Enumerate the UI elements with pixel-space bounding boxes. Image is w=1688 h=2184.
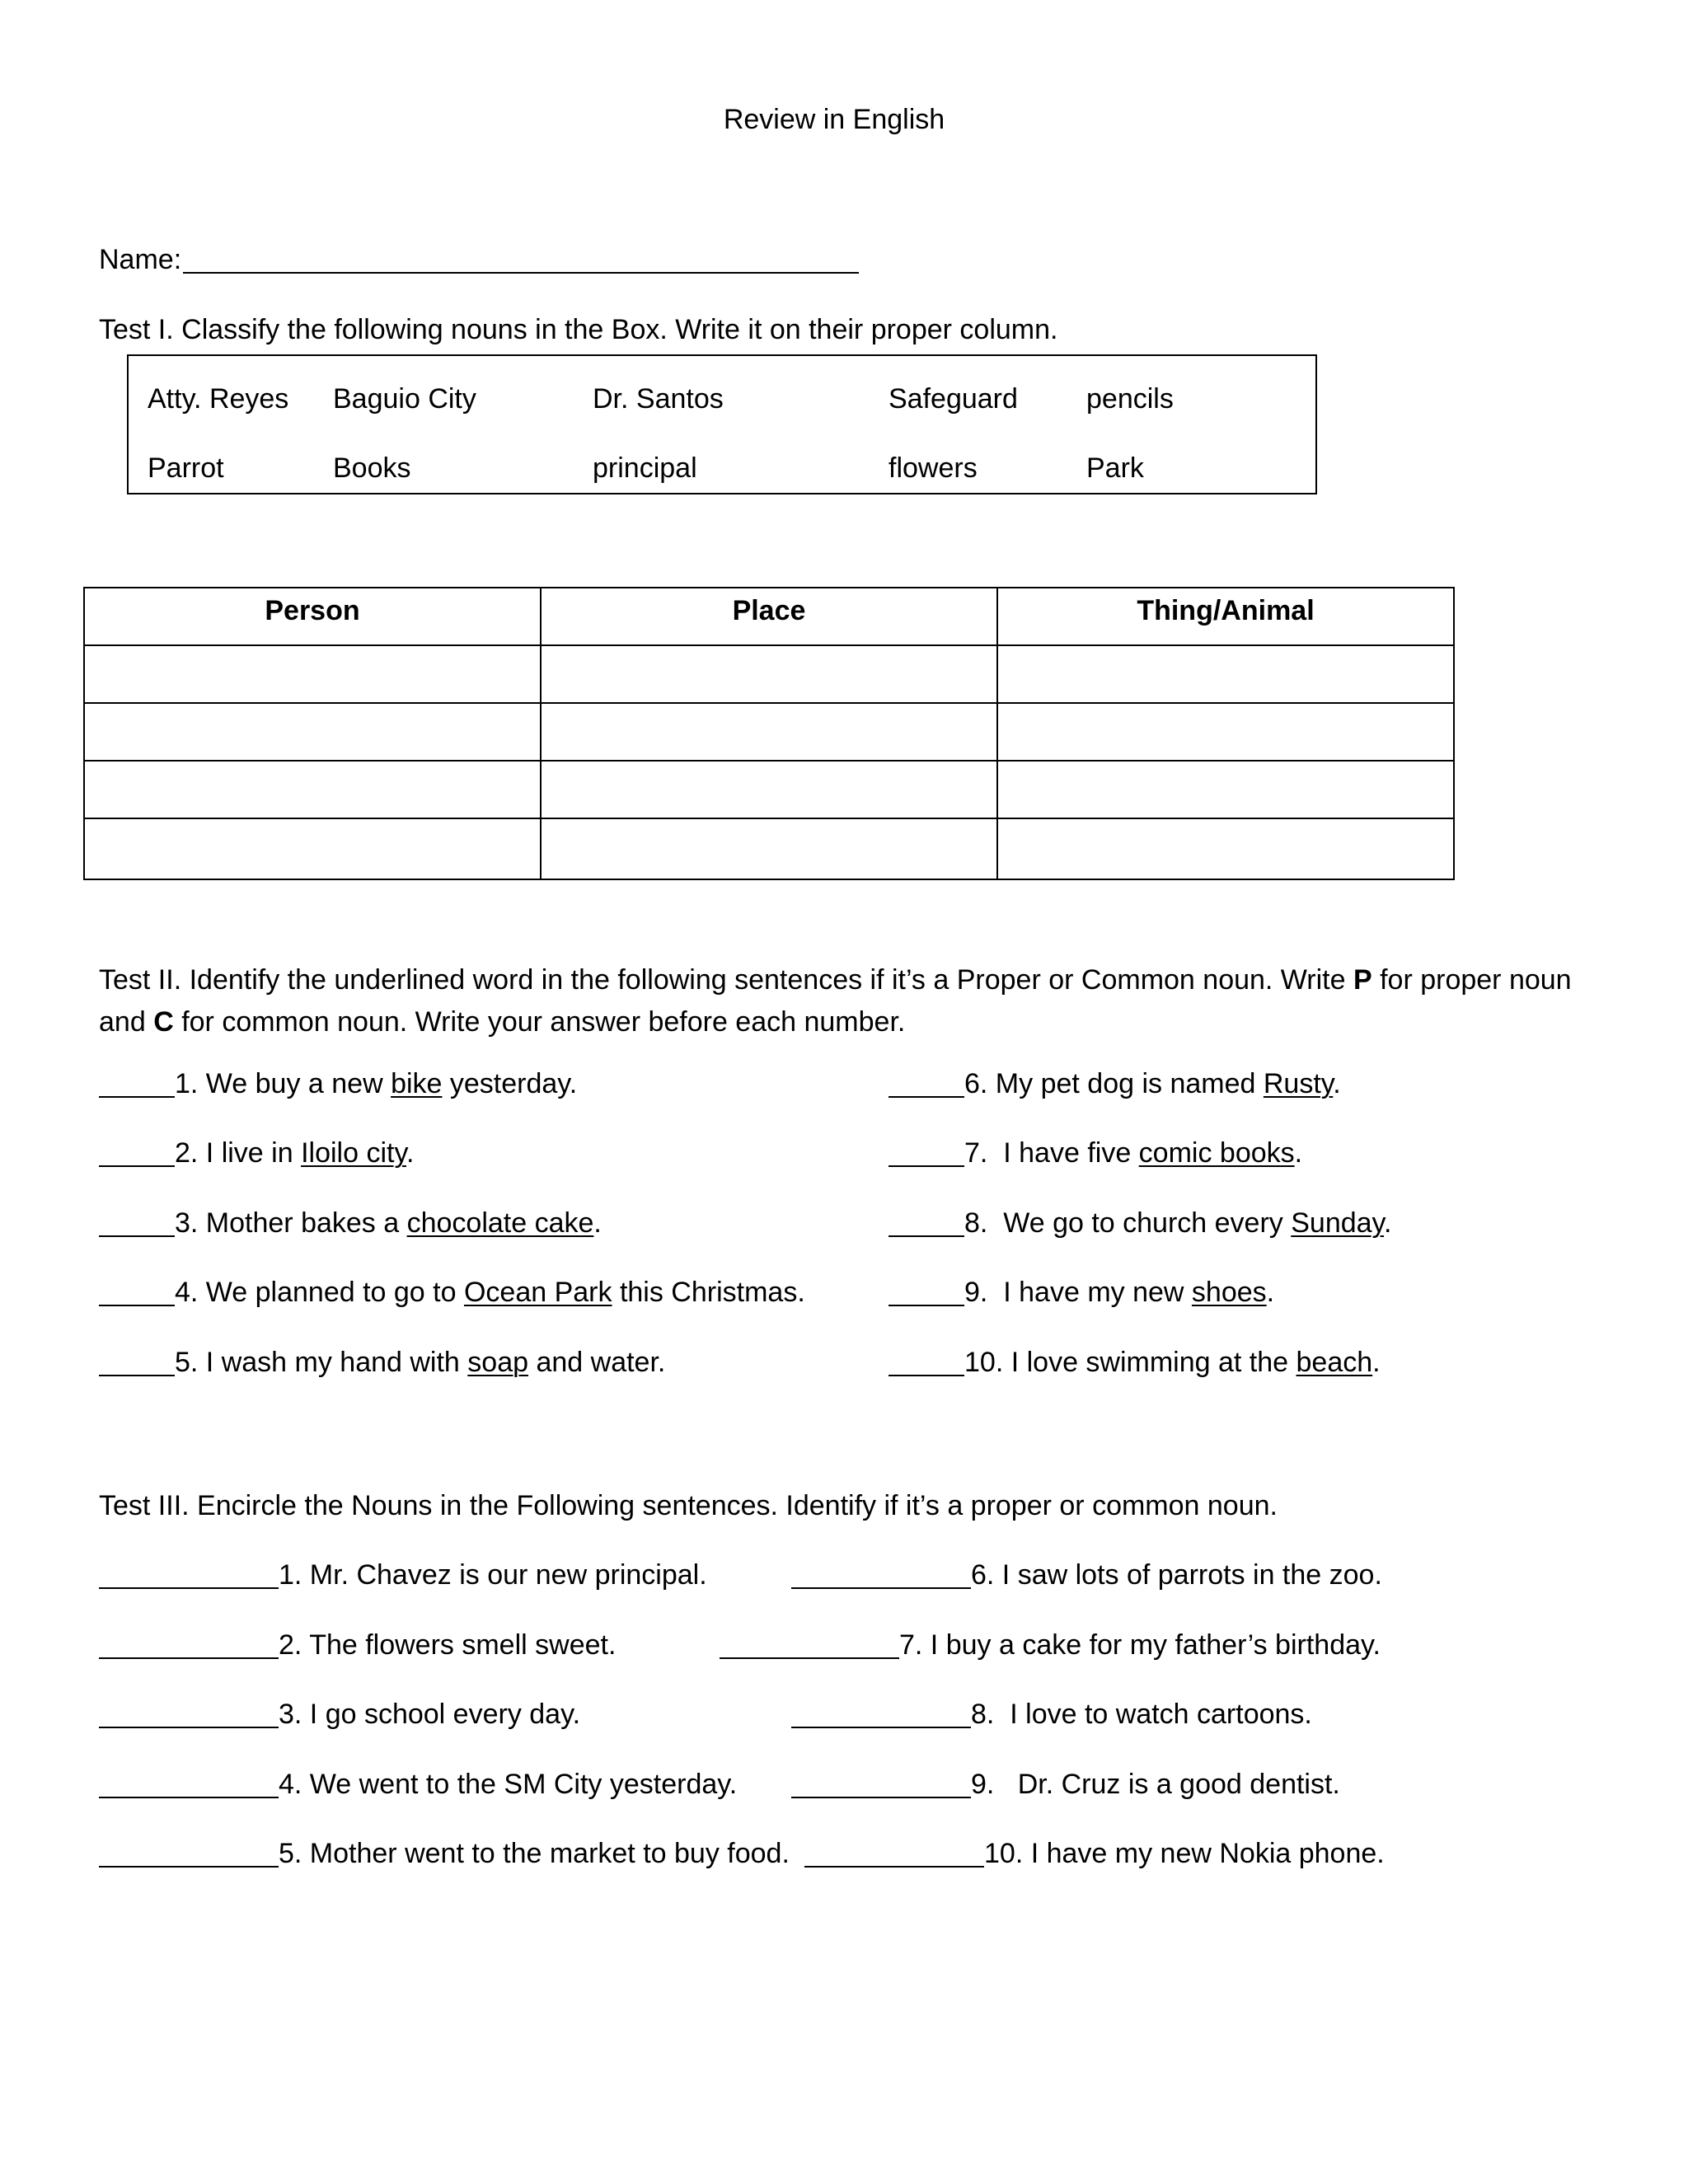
underlined-word: chocolate cake <box>406 1207 594 1239</box>
item-text: . <box>1333 1068 1341 1099</box>
box-word: Atty. Reyes <box>148 383 289 415</box>
header-place: Place <box>541 588 997 645</box>
answer-blank[interactable] <box>99 1071 175 1098</box>
item-text: 6. I saw lots of parrots in the zoo. <box>971 1559 1382 1591</box>
item-text: 8. I love to watch cartoons. <box>971 1699 1312 1730</box>
answer-blank[interactable] <box>99 1141 175 1167</box>
item-text: 7. I buy a cake for my father’s birthday. <box>899 1629 1381 1661</box>
item-text: 5. I wash my hand with <box>175 1347 468 1378</box>
answer-blank[interactable] <box>889 1071 964 1098</box>
item-text: 2. I live in <box>175 1137 302 1169</box>
box-word: Safeguard <box>889 383 1018 415</box>
test1-instruction: Test I. Classify the following nouns in the Box. Write it on their proper column. <box>99 314 1058 345</box>
test2-item-2 <box>99 1139 414 1167</box>
test2-instruction-text: for common noun. Write your answer before each number. <box>173 1006 906 1038</box>
answer-blank[interactable] <box>791 1563 971 1589</box>
item-text: this Christmas. <box>612 1277 805 1308</box>
underlined-word: Ocean Park <box>463 1277 612 1308</box>
answer-cell[interactable] <box>541 703 997 761</box>
box-word: Dr. Santos <box>593 383 724 415</box>
item-text: . <box>1384 1207 1392 1239</box>
table-row <box>84 645 1454 703</box>
item-text: 9. I have my new <box>964 1277 1192 1308</box>
answer-blank[interactable] <box>889 1280 964 1306</box>
test2-instruction <box>99 959 1599 1043</box>
underlined-word: Iloilo city <box>301 1137 406 1169</box>
item-text: 7. I have five <box>964 1137 1139 1169</box>
item-text: 6. My pet dog is named <box>964 1068 1264 1099</box>
item-text: 10. I have my new Nokia phone. <box>984 1838 1385 1869</box>
answer-cell[interactable] <box>997 645 1454 703</box>
answer-cell[interactable] <box>997 703 1454 761</box>
item-text: yesterday. <box>442 1068 578 1099</box>
name-field <box>99 246 859 274</box>
answer-blank[interactable] <box>99 1350 175 1376</box>
name-blank[interactable] <box>183 246 859 274</box>
underlined-word: comic books <box>1138 1137 1295 1169</box>
item-text: 1. Mr. Chavez is our new principal. <box>279 1559 707 1591</box>
test2-item-10 <box>889 1348 1381 1376</box>
test3-item-5 <box>99 1840 790 1868</box>
item-text: 3. I go school every day. <box>279 1699 581 1730</box>
test3-item-3 <box>99 1700 580 1728</box>
header-person: Person <box>84 588 541 645</box>
box-word: Parrot <box>148 452 224 484</box>
page-title: Review in English <box>723 104 945 135</box>
answer-blank[interactable] <box>791 1772 971 1798</box>
item-text: and water. <box>528 1347 666 1378</box>
answer-cell[interactable] <box>84 761 541 818</box>
table-header-row <box>84 588 1454 645</box>
classification-table <box>83 587 1455 880</box>
underlined-word: shoes <box>1191 1277 1267 1308</box>
box-word: Books <box>333 452 411 484</box>
answer-cell[interactable] <box>997 761 1454 818</box>
item-text: 9. Dr. Cruz is a good dentist. <box>971 1769 1340 1800</box>
test3-item-6 <box>791 1561 1382 1589</box>
answer-blank[interactable] <box>720 1633 899 1659</box>
test3-item-10 <box>804 1840 1385 1868</box>
item-text: 1. We buy a new <box>175 1068 392 1099</box>
answer-blank[interactable] <box>889 1350 964 1376</box>
item-text: . <box>1266 1277 1275 1308</box>
underlined-word: soap <box>467 1347 529 1378</box>
item-text: 4. We planned to go to <box>175 1277 464 1308</box>
answer-cell[interactable] <box>84 703 541 761</box>
box-word: Park <box>1086 452 1144 484</box>
item-text: 8. We go to church every <box>964 1207 1292 1239</box>
test3-item-4 <box>99 1770 737 1798</box>
test3-item-2 <box>99 1631 616 1659</box>
answer-blank[interactable] <box>889 1211 964 1237</box>
answer-cell[interactable] <box>541 818 997 879</box>
item-text: . <box>593 1207 602 1239</box>
answer-blank[interactable] <box>99 1563 279 1589</box>
answer-cell[interactable] <box>541 645 997 703</box>
test2-item-4 <box>99 1278 805 1306</box>
underlined-word: bike <box>391 1068 443 1099</box>
underlined-word: Rusty <box>1263 1068 1334 1099</box>
answer-cell[interactable] <box>84 818 541 879</box>
box-word: Baguio City <box>333 383 476 415</box>
test2-item-3 <box>99 1209 602 1237</box>
test3-item-9 <box>791 1770 1340 1798</box>
test3-item-7 <box>720 1631 1381 1659</box>
item-text: . <box>1294 1137 1303 1169</box>
item-text: . <box>406 1137 415 1169</box>
answer-cell[interactable] <box>84 645 541 703</box>
item-text: 5. Mother went to the market to buy food. <box>279 1838 790 1869</box>
test2-item-8 <box>889 1209 1391 1237</box>
test3-instruction: Test III. Encircle the Nouns in the Following sentences. Identify if it’s a proper or common noun. <box>99 1490 1278 1521</box>
answer-blank[interactable] <box>99 1772 279 1798</box>
answer-blank[interactable] <box>99 1211 175 1237</box>
answer-blank[interactable] <box>99 1702 279 1728</box>
item-text: 3. Mother bakes a <box>175 1207 407 1239</box>
test2-instruction-text: Test II. Identify the underlined word in the following sentences if it’s a Proper or Common noun. Write <box>99 964 1353 996</box>
table-row <box>84 703 1454 761</box>
proper-letter: P <box>1353 964 1372 996</box>
test2-item-9 <box>889 1278 1274 1306</box>
answer-blank[interactable] <box>99 1841 279 1868</box>
header-thing-animal: Thing/Animal <box>997 588 1454 645</box>
test2-instruction-text: for proper noun and <box>99 964 1572 1038</box>
table-row <box>84 818 1454 879</box>
answer-blank[interactable] <box>804 1841 984 1868</box>
test2-item-5 <box>99 1348 665 1376</box>
answer-blank[interactable] <box>791 1702 971 1728</box>
test3-item-1 <box>99 1561 707 1589</box>
answer-blank[interactable] <box>99 1280 175 1306</box>
common-letter: C <box>153 1006 174 1038</box>
item-text: 10. I love swimming at the <box>964 1347 1296 1378</box>
test2-item-6 <box>889 1070 1341 1098</box>
box-word: principal <box>593 452 697 484</box>
answer-cell[interactable] <box>997 818 1454 879</box>
item-text: 2. The flowers smell sweet. <box>279 1629 617 1661</box>
noun-word-box <box>127 354 1317 494</box>
box-word: pencils <box>1086 383 1174 415</box>
underlined-word: Sunday <box>1291 1207 1385 1239</box>
answer-cell[interactable] <box>541 761 997 818</box>
item-text: 4. We went to the SM City yesterday. <box>279 1769 738 1800</box>
answer-blank[interactable] <box>889 1141 964 1167</box>
test2-item-1 <box>99 1070 577 1098</box>
name-label: Name: <box>99 244 182 275</box>
underlined-word: beach <box>1296 1347 1373 1378</box>
test3-item-8 <box>791 1700 1312 1728</box>
item-text: . <box>1372 1347 1381 1378</box>
table-row <box>84 761 1454 818</box>
answer-blank[interactable] <box>99 1633 279 1659</box>
test2-item-7 <box>889 1139 1302 1167</box>
box-word: flowers <box>889 452 978 484</box>
